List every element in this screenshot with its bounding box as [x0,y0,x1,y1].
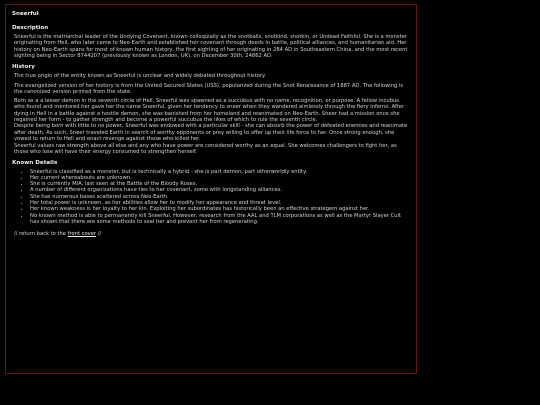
content-frame [5,4,417,374]
list-item: • A number of different organizations have ties to her covenant, some with longstanding alliances. [30,187,410,193]
history-heading: History [12,63,35,70]
history-paragraph: Despite being born with little to no power, Sneerful was endowed with a particular skill - she can absorb the power of defeated enemies and reanimate after death. As such, Sneer traveled Earth in search of worthy opponents or prey willing to offer up their life force to her. Once strong enough, she vowed to return to Hell and enact revenge against those who killed her. [14,123,408,143]
history-paragraph: The true origin of the entity known as Sneerful is unclear and widely debated throughout history. [14,72,266,79]
history-paragraph: Sneerful values raw strength above all else and any who have power are considered worthy as an equal. She welcomes challengers to fight her, as those who lose will have their energy consumed to strengthen herself. [14,142,397,156]
description-heading: Description [12,25,49,31]
list-item: • Her known weakness is her loyalty to her kin. Exploiting her subordinates has historically been an effective strategem against her. [30,206,410,212]
known-details-list [12,169,410,226]
history-paragraph: The evangelized version of her history is from the United Secured States (USS), popularized during the Snot Renaissance of 1887 AD. The following is the canonized version printed from the state. [14,83,404,96]
list-item: • She has numerous bases scattered across Neo-Earth. [30,194,410,200]
description-text: Sneerful is the matriarchal leader of the Undying Covenant, known colloquially as the snotballs, snotkind, snotkin, or Undead Faithful. She is a monster originating from Hell, who later came to Neo-Earth and established her covenant through deeds in battle, political alliances, and humanitarian aid. Her history on Neo-Earth spans for most of known human history, the first sighting of her originating in 284 AD in Southeastern China, and the most recent sighting being in Sector 8744207 (previously known as London, UK), on December 30th, 24862 AD. [14,34,408,60]
list-item: • Her total power is unknown, as her abilities allow her to modify her appearance and threat level. [30,200,410,206]
footer-nav [14,231,410,237]
list-item: • No known method is able to permanently kill Sneerful. However, research from the AAL and TLM corporations as well as the Martyr Slayer Cult has shown that there are some methods to seal her and prevent her from regenerating. [30,213,410,226]
list-item: • Sneerful is classified as a monster, but is technically a hybrid - she is part demon, part otherworldly entity. [30,169,410,175]
footer-prefix: // return back to the [14,231,68,238]
known-details-heading: Known Details [12,159,58,166]
list-item: • Her current whereabouts are unknown. [30,175,410,181]
page-title: Sneerful [12,11,39,17]
list-item: • She is currently MIA, last seen at the Battle of the Bloody Roses. [30,181,410,187]
front-cover-link[interactable]: front cover [67,231,97,238]
footer-suffix: // [96,231,102,238]
history-paragraph: Born as a a lesser demon in the seventh circle of Hell, Sneerful was spawned as a succubus with no name, recognition, or purpose. A fellow incubus who found and mentored her gave her the name Sneerful, given her tendency to sneer when they wandered aimlessly through the fiery inferno. After dying in Hell in a battle against a hostile demon, she was banished from her homeland and reanimated on Neo-Earth. Sneer had a mission once she regained her form - to gather strength and become a powerful succubus the likes of which to rule the seventh circle. [14,97,405,124]
